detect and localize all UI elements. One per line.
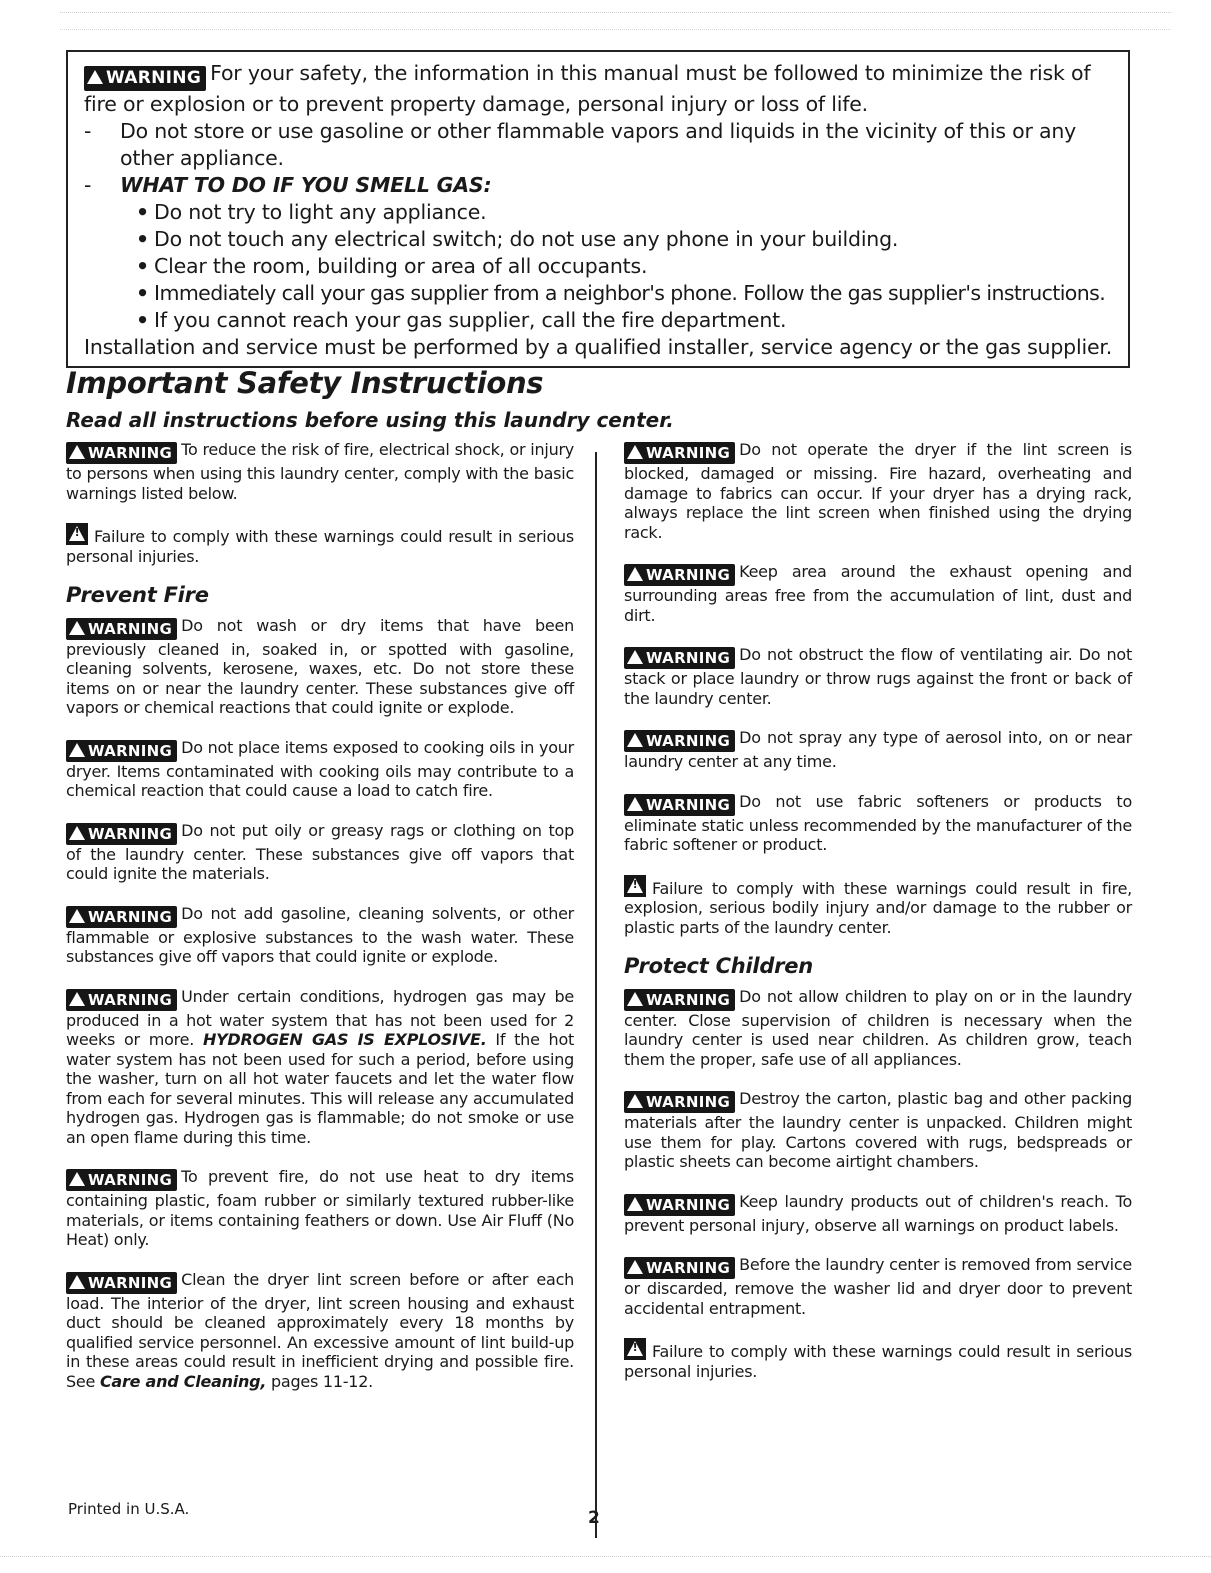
warning-badge: WARNING — [624, 730, 735, 752]
caution-paragraph: !Failure to comply with these warnings could result in serious personal injuries. — [624, 1338, 1132, 1381]
warning-triangle-icon — [69, 826, 85, 840]
warning-badge: WARNING — [624, 1194, 735, 1216]
warning-triangle-icon — [69, 621, 85, 635]
warning-paragraph: WARNING Do not operate the dryer if the lint screen is blocked, damaged or missing. Fire hazard, overheating and damage to fabrics can occur. If your dryer has a drying rack, always replace the lint screen when finished using the drying rack. — [624, 440, 1132, 542]
warning-paragraph: WARNING Keep area around the exhaust opening and surrounding areas free from the accumulation of lint, dust and dirt. — [624, 562, 1132, 625]
warning-paragraph: WARNING Do not spray any type of aerosol into, on or near laundry center at any time. — [624, 728, 1132, 771]
gas-bullet: • If you cannot reach your gas supplier, call the fire department. — [136, 308, 787, 332]
printed-in-footer: Printed in U.S.A. — [68, 1500, 190, 1518]
smell-gas-heading: WHAT TO DO IF YOU SMELL GAS: — [120, 173, 492, 197]
gas-bullet: • Clear the room, building or area of all occupants. — [136, 254, 648, 278]
warning-paragraph: WARNING Do not place items exposed to cooking oils in your dryer. Items contaminated with cooking oils may contribute to a chemical reaction that could cause a load to catch fire. — [66, 737, 574, 800]
column-divider — [595, 452, 597, 1538]
page-number: 2 — [588, 1508, 600, 1528]
warning-triangle-icon — [69, 1172, 85, 1186]
warning-paragraph: WARNING To reduce the risk of fire, electrical shock, or injury to persons when using this laundry center, comply with the basic warnings listed below. — [66, 440, 574, 503]
warning-triangle-icon — [627, 1260, 643, 1274]
warning-paragraph: WARNING Do not use fabric softeners or products to eliminate static unless recommended by the manufacturer of the fabric softener or product. — [624, 791, 1132, 854]
warning-paragraph: WARNING Clean the dryer lint screen before or after each load. The interior of the dryer, lint screen housing and exhaust duct should be cleaned approximately every 18 months by qualified service personnel. An excessive amount of lint build-up in these areas could result in inefficient drying and possible fire. See Care and Cleaning, pages 11-12. — [66, 1269, 574, 1391]
warning-paragraph: WARNING Do not put oily or greasy rags or clothing on top of the laundry center. These substances give off vapors that could ignite the materials. — [66, 820, 574, 883]
gas-bullet: • Immediately call your gas supplier from a neighbor's phone. Follow the gas supplier's instructions. — [136, 281, 1106, 305]
warning-dash-item: - Do not store or use gasoline or other flammable vapors and liquids in the vicinity of this or any other appliance. — [84, 119, 1077, 170]
right-column — [624, 440, 1132, 1401]
warning-triangle-icon — [627, 797, 643, 811]
scan-edge-top — [60, 12, 1171, 30]
warning-triangle-icon — [66, 523, 88, 545]
warning-badge: WARNING — [66, 442, 177, 464]
warning-triangle-icon — [627, 1197, 643, 1211]
warning-paragraph: WARNING Keep laundry products out of children's reach. To prevent personal injury, observe all warnings on product labels. — [624, 1191, 1132, 1235]
warning-triangle-icon — [69, 743, 85, 757]
warning-badge: WARNING — [624, 647, 735, 669]
warning-triangle-icon — [624, 875, 646, 897]
warning-triangle-icon — [627, 445, 643, 459]
warning-triangle-icon — [624, 1338, 646, 1360]
warning-paragraph: WARNING Under certain conditions, hydrogen gas may be produced in a hot water system that has not been used for 2 weeks or more. HYDROGEN GAS IS EXPLOSIVE. If the hot water system has not been used for such a period, before using the washer, turn on all hot water faucets and let the water flow from each for several minutes. This will release any accumulated hydrogen gas. Hydrogen gas is flammable; do not smoke or use an open flame during this time. — [66, 986, 574, 1147]
gas-warning-box — [66, 50, 1130, 368]
warning-badge: WARNING — [66, 989, 177, 1011]
warning-triangle-icon — [627, 992, 643, 1006]
warning-triangle-icon — [627, 650, 643, 664]
warning-dash-item: - WHAT TO DO IF YOU SMELL GAS: — [84, 173, 492, 197]
gas-bullet: • Do not try to light any appliance. — [136, 200, 487, 224]
warning-closing: Installation and service must be performed by a qualified installer, service agency or the gas supplier. — [84, 335, 1113, 359]
warning-badge: WARNING — [624, 1091, 735, 1113]
warning-triangle-icon — [627, 567, 643, 581]
warning-paragraph: WARNING Before the laundry center is removed from service or discarded, remove the washer lid and dryer door to prevent accidental entrapment. — [624, 1255, 1132, 1318]
caution-paragraph: !Failure to comply with these warnings could result in serious personal injuries. — [66, 523, 574, 566]
page-title: Important Safety Instructions — [66, 366, 544, 400]
warning-badge: WARNING — [66, 906, 177, 928]
scan-edge-bottom — [0, 1556, 1211, 1558]
warning-paragraph: WARNING Destroy the carton, plastic bag and other packing materials after the laundry center is unpacked. Children might use them for play. Cartons covered with rugs, bedspreads or plastic sheets can become airtight chambers. — [624, 1089, 1132, 1171]
warning-triangle-icon — [69, 992, 85, 1006]
warning-paragraph: WARNING To prevent fire, do not use heat to dry items containing plastic, foam rubber or similarly textured rubber-like materials, or items containing feathers or down. Use Air Fluff (No Heat) only. — [66, 1167, 574, 1249]
warning-intro: WARNING For your safety, the information in this manual must be followed to minimize the risk of fire or explosion or to prevent property damage, personal injury or loss of life. — [84, 61, 1091, 116]
left-column — [66, 440, 574, 1411]
warning-badge: WARNING — [624, 442, 735, 464]
warning-badge: WARNING — [624, 989, 735, 1011]
warning-badge: WARNING — [84, 66, 206, 91]
section-heading-prevent-fire: Prevent Fire — [66, 583, 209, 607]
warning-badge: WARNING — [66, 740, 177, 762]
warning-paragraph: WARNING Do not obstruct the flow of ventilating air. Do not stack or place laundry or throw rugs against the front or back of the laundry center. — [624, 645, 1132, 708]
warning-paragraph: WARNING Do not add gasoline, cleaning solvents, or other flammable or explosive substances to the wash water. These substances give off vapors that could ignite or explode. — [66, 903, 574, 966]
warning-triangle-icon — [69, 445, 85, 459]
warning-triangle-icon — [87, 70, 103, 84]
warning-badge: WARNING — [66, 618, 177, 640]
caution-paragraph: !Failure to comply with these warnings could result in fire, explosion, serious bodily injury and/or damage to the rubber or plastic parts of the laundry center. — [624, 875, 1132, 938]
page-subtitle: Read all instructions before using this laundry center. — [66, 408, 674, 432]
hydrogen-emphasis: HYDROGEN GAS IS EXPLOSIVE. — [202, 1030, 487, 1049]
warning-badge: WARNING — [624, 794, 735, 816]
warning-triangle-icon — [627, 733, 643, 747]
care-cleaning-reference: Care and Cleaning, — [99, 1371, 267, 1391]
gas-bullet: • Do not touch any electrical switch; do not use any phone in your building. — [136, 227, 899, 251]
warning-badge: WARNING — [66, 823, 177, 845]
section-heading-protect-children: Protect Children — [624, 954, 813, 978]
warning-triangle-icon — [627, 1094, 643, 1108]
warning-paragraph: WARNING Do not wash or dry items that have been previously cleaned in, soaked in, or spotted with gasoline, cleaning solvents, kerosene, waxes, etc. Do not store these items on or near the laundry center. These substances give off vapors or chemical reactions that could ignite or explode. — [66, 615, 574, 717]
warning-badge: WARNING — [624, 564, 735, 586]
warning-triangle-icon — [69, 909, 85, 923]
warning-badge: WARNING — [66, 1272, 177, 1294]
warning-badge: WARNING — [624, 1257, 735, 1279]
warning-triangle-icon — [69, 1275, 85, 1289]
warning-badge: WARNING — [66, 1169, 177, 1191]
warning-paragraph: WARNING Do not allow children to play on or in the laundry center. Close supervision of children is necessary when the laundry center is used near children. As children grow, teach them the proper, safe use of all appliances. — [624, 986, 1132, 1069]
